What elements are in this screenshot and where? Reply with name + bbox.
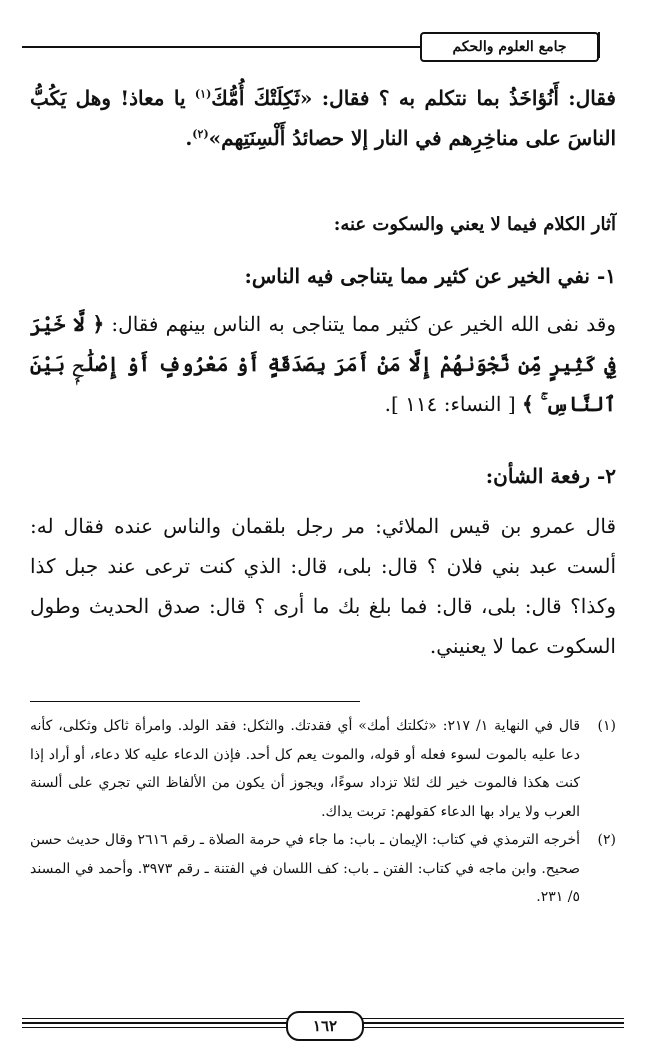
quran-citation: [ النساء: ١١٤ ]. [384, 392, 522, 416]
footnotes [30, 712, 616, 912]
footnote-2 [30, 826, 616, 912]
para1-text-a: فقال: أَنُؤاخَذُ بما نتكلم به ؟ فقال: «ثَكِلَتْكَ أُمُّكَ [211, 86, 616, 110]
footnote-1 [30, 712, 616, 826]
item-2-block [30, 456, 616, 496]
footnote-2-number: (٢) [597, 832, 616, 848]
para3-text: قال عمرو بن قيس الملائي: مر رجل بلقمان والناس عنده فقال له: ألست عبد بني فلان ؟ قال: بلى، قال: الذي كنت ترعى عند جبل كذا وكذا؟ قال: بلى، قال: فما بلغ بك ما أرى ؟ قال: صدق الحديث وطول السكوت عما لا يعنيني. [30, 514, 617, 658]
item-1-title: ١- نفي الخير عن كثير مما يتناجى فيه الناس: [244, 264, 616, 288]
paragraph-3 [30, 506, 616, 666]
header-rule [22, 46, 436, 48]
footnote-ref-1[interactable]: (١) [194, 87, 212, 101]
book-title: جامع العلوم والحكم [452, 39, 567, 55]
quran-verse: ﴿ لَّا خَيْرَ فِي كَثِيرٍ مِّن نَّجْوَىٰهُمْ إِلَّا مَنْ أَمَرَ بِصَدَقَةٍ أَوْ مَعْرُوفٍ أَوْ إِصْلَٰحِۭ بَيْنَ ٱلنَّاسِ ۚ ﴾ [30, 312, 616, 416]
footnote-2-text: أخرجه الترمذي في كتاب: الإيمان ـ باب: ما جاء في حرمة الصلاة ـ رقم ٢٦١٦ وقال حديث حسن صحيح. وابن ماجه في كتاب: الفتن ـ باب: كف اللسان في الفتنة ـ رقم ٣٩٧٣. وأحمد في المسند ٥/ ٢٣١. [30, 832, 580, 905]
header-ornament [598, 32, 618, 58]
item-1-block [30, 256, 616, 296]
footnote-separator [30, 701, 360, 702]
footnote-1-text: قال في النهاية ١/ ٢١٧: «ثكلتك أمك» أي فقدتك. والثكل: فقد الولد. وامرأة ثاكل وثكلى، كأنه دعا عليه بالموت لسوء فعله أو قوله، والموت يعم كل أحد. فإذن الدعاء عليه كلا دعاء، أو أراد إذا كنت هكذا فالموت خير لك لئلا تزداد سوءًا، ويجوز أن يكون من الألفاظ التي تجري على ألسنة العرب ولا يراد بها الدعاء كقولهم: تربت يداك. [30, 718, 581, 820]
section-heading-block [30, 208, 616, 242]
paragraph-2 [30, 304, 616, 424]
paragraph-1 [30, 78, 616, 158]
page-number: ١٦٢ [312, 1017, 338, 1035]
para1-text-b: يا معاذ! وهل يَكُبُّ الناسَ على مناخِرِهم في النار إلا حصائدُ أَلْسِنَتِهم» [30, 86, 616, 150]
para2-text-a: وقد نفى الله الخير عن كثير مما يتناجى به الناس بينهم فقال: [104, 312, 616, 336]
section-heading: آثار الكلام فيما لا يعني والسكوت عنه: [333, 214, 616, 235]
footnote-ref-2[interactable]: (٢) [192, 127, 209, 141]
footnote-1-number: (١) [597, 718, 616, 734]
item-2-title: ٢- رفعة الشأن: [485, 464, 616, 488]
para1-text-c: . [185, 126, 193, 150]
running-header [420, 32, 599, 62]
page-number-badge [286, 1011, 364, 1041]
